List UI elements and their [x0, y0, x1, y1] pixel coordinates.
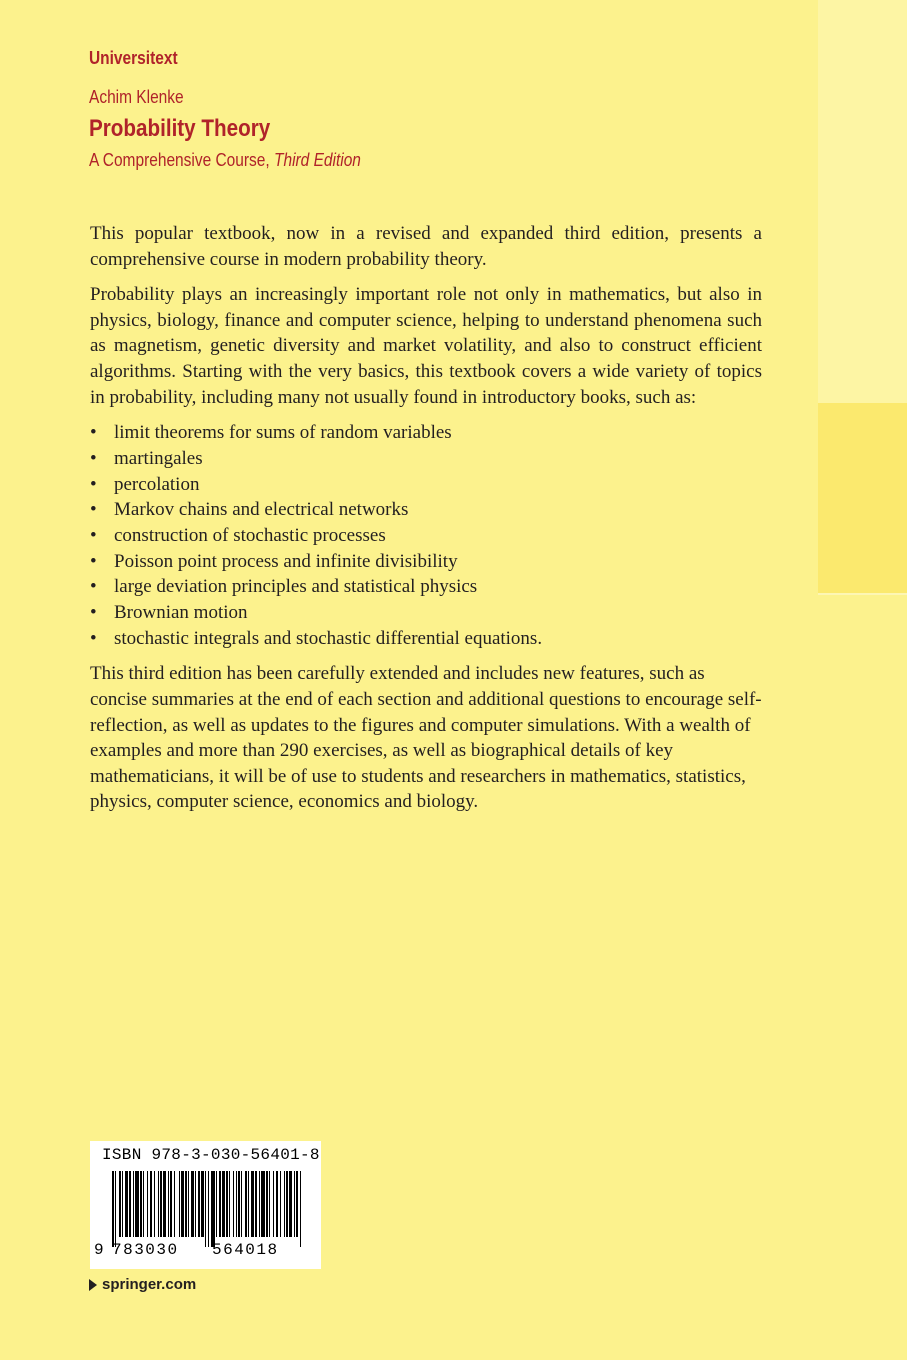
barcode-bar	[286, 1171, 288, 1237]
barcode-bar	[229, 1171, 230, 1237]
barcode-bar	[195, 1171, 196, 1237]
barcode-bar	[125, 1171, 128, 1237]
barcode-bar	[269, 1171, 270, 1237]
barcode-bar	[174, 1171, 175, 1237]
subtitle-edition: Third Edition	[274, 150, 361, 170]
barcode-bar	[115, 1171, 116, 1247]
bullet-icon: •	[90, 422, 97, 444]
topic-item	[90, 574, 762, 600]
barcode-bar	[150, 1171, 152, 1237]
barcode-bar	[226, 1171, 228, 1237]
series-name: Universitext	[89, 48, 178, 68]
barcode-bar	[219, 1171, 221, 1237]
book-title: Probability Theory	[89, 115, 271, 142]
barcode-bar	[179, 1171, 180, 1237]
barcode-bar	[181, 1171, 184, 1237]
barcode-bar	[140, 1171, 142, 1237]
barcode-bar	[191, 1171, 194, 1237]
barcode-bar	[248, 1171, 249, 1237]
book-subtitle	[89, 150, 361, 171]
stripe-band-middle	[818, 403, 907, 595]
barcode-bar	[284, 1171, 285, 1237]
barcode-bar	[163, 1171, 166, 1237]
stripe-band-top	[818, 0, 907, 403]
bullet-icon: •	[90, 524, 97, 546]
topic-item	[90, 497, 762, 523]
color-stripe	[818, 0, 907, 1360]
barcode-bar	[135, 1171, 139, 1237]
barcode-bar	[280, 1171, 281, 1237]
topic-item	[90, 446, 762, 472]
blurb-paragraph-1: This popular textbook, now in a revised and expanded third edition, presents a comprehensive course in modern probability theory.	[90, 223, 762, 270]
barcode-bar	[112, 1171, 114, 1247]
barcode-bar	[273, 1171, 274, 1237]
barcode-bar	[294, 1171, 295, 1237]
barcode-bar	[201, 1171, 204, 1237]
barcode-bar	[238, 1171, 240, 1237]
barcode-bar	[233, 1171, 234, 1237]
barcode-bar	[198, 1171, 200, 1237]
topic-text: martingales	[114, 447, 203, 469]
topic-item	[90, 523, 762, 549]
bullet-icon: •	[90, 473, 97, 495]
barcode-bar	[208, 1171, 209, 1247]
barcode-bar	[245, 1171, 247, 1237]
publisher-url: springer.com	[102, 1276, 197, 1293]
topic-item	[90, 420, 762, 446]
bullet-icon: •	[90, 576, 97, 598]
barcode-bar	[296, 1171, 298, 1237]
barcode-bar	[143, 1171, 144, 1237]
topic-item	[90, 472, 762, 498]
barcode-bar	[147, 1171, 148, 1237]
isbn-text: ISBN 978-3-030-56401-8	[102, 1146, 320, 1164]
topic-text: Brownian motion	[114, 602, 248, 624]
barcode-bar	[251, 1171, 254, 1237]
topic-text: construction of stochastic processes	[114, 524, 386, 546]
barcode-bar	[160, 1171, 162, 1237]
barcode-bar	[188, 1171, 189, 1237]
bullet-icon: •	[90, 499, 97, 521]
topic-text: limit theorems for sums of random variables	[114, 422, 452, 444]
barcode-bar	[170, 1171, 172, 1237]
barcode-bar	[259, 1171, 260, 1237]
subtitle-plain: A Comprehensive Course,	[89, 150, 270, 170]
barcode-label	[90, 1141, 321, 1269]
bullet-icon: •	[90, 550, 97, 572]
barcode-digit-lead: 9	[94, 1241, 104, 1259]
topic-text: stochastic integrals and stochastic differential equations.	[114, 627, 543, 649]
barcode-bar	[300, 1171, 301, 1247]
barcode-bar	[211, 1171, 215, 1247]
barcode-bar	[236, 1171, 237, 1237]
barcode-bar	[119, 1171, 121, 1237]
barcode-bar	[222, 1171, 225, 1237]
barcode-bar	[266, 1171, 268, 1237]
barcode-bar	[289, 1171, 292, 1237]
barcode-bar	[261, 1171, 265, 1237]
topic-text: large deviation principles and statistical physics	[114, 576, 478, 598]
blurb-paragraph-3: This third edition has been carefully extended and includes new features, such as concise summaries at the end of each section and additional questions to encourage self-reflection, as well as updates to the figures and computer simulations. With a wealth of examples and more than 290 exercises, as well as biographical details of key mathematicians, it will be of use to students and researchers in mathematics, statistics, physics, computer science, economics and biology.	[90, 663, 762, 813]
barcode-bar	[241, 1171, 242, 1237]
topic-text: Markov chains and electrical networks	[114, 499, 409, 521]
barcode-bar	[158, 1171, 159, 1237]
barcode-bar	[133, 1171, 134, 1237]
topic-item	[90, 600, 762, 626]
stripe-band-lower	[818, 595, 907, 1360]
bullet-icon: •	[90, 602, 97, 624]
barcode-bar	[276, 1171, 278, 1237]
barcode-bar	[216, 1171, 217, 1237]
blurb	[90, 221, 762, 825]
bullet-icon: •	[90, 447, 97, 469]
arrow-right-icon	[89, 1279, 97, 1291]
topics-list	[90, 420, 762, 651]
barcode-bar	[168, 1171, 169, 1237]
author-name: Achim Klenke	[89, 87, 184, 107]
barcode-bar	[129, 1171, 131, 1237]
barcode-bar	[185, 1171, 187, 1237]
topic-item	[90, 549, 762, 575]
barcode-digits-group-2: 564018	[212, 1241, 279, 1259]
topic-text: Poisson point process and infinite divisibility	[114, 550, 458, 572]
barcode-bar	[154, 1171, 155, 1237]
bullet-icon: •	[90, 627, 97, 649]
barcode-digits-group-1: 783030	[112, 1241, 179, 1259]
barcode-bar	[122, 1171, 123, 1237]
barcode-bar	[205, 1171, 206, 1247]
barcode-bar	[255, 1171, 257, 1237]
blurb-paragraph-2: Probability plays an increasingly important role not only in mathematics, but also in physics, biology, finance and computer science, helping to understand phenomena such as magnetism, genetic diversity and market volatility, and also to construct efficient algorithms. Starting with the very basics, this textbook covers a wide variety of topics in probability, including many not usually found in introductory books, such as:	[90, 284, 762, 408]
topic-text: percolation	[114, 473, 200, 495]
topic-item	[90, 626, 762, 652]
publisher-link[interactable]	[89, 1276, 196, 1293]
